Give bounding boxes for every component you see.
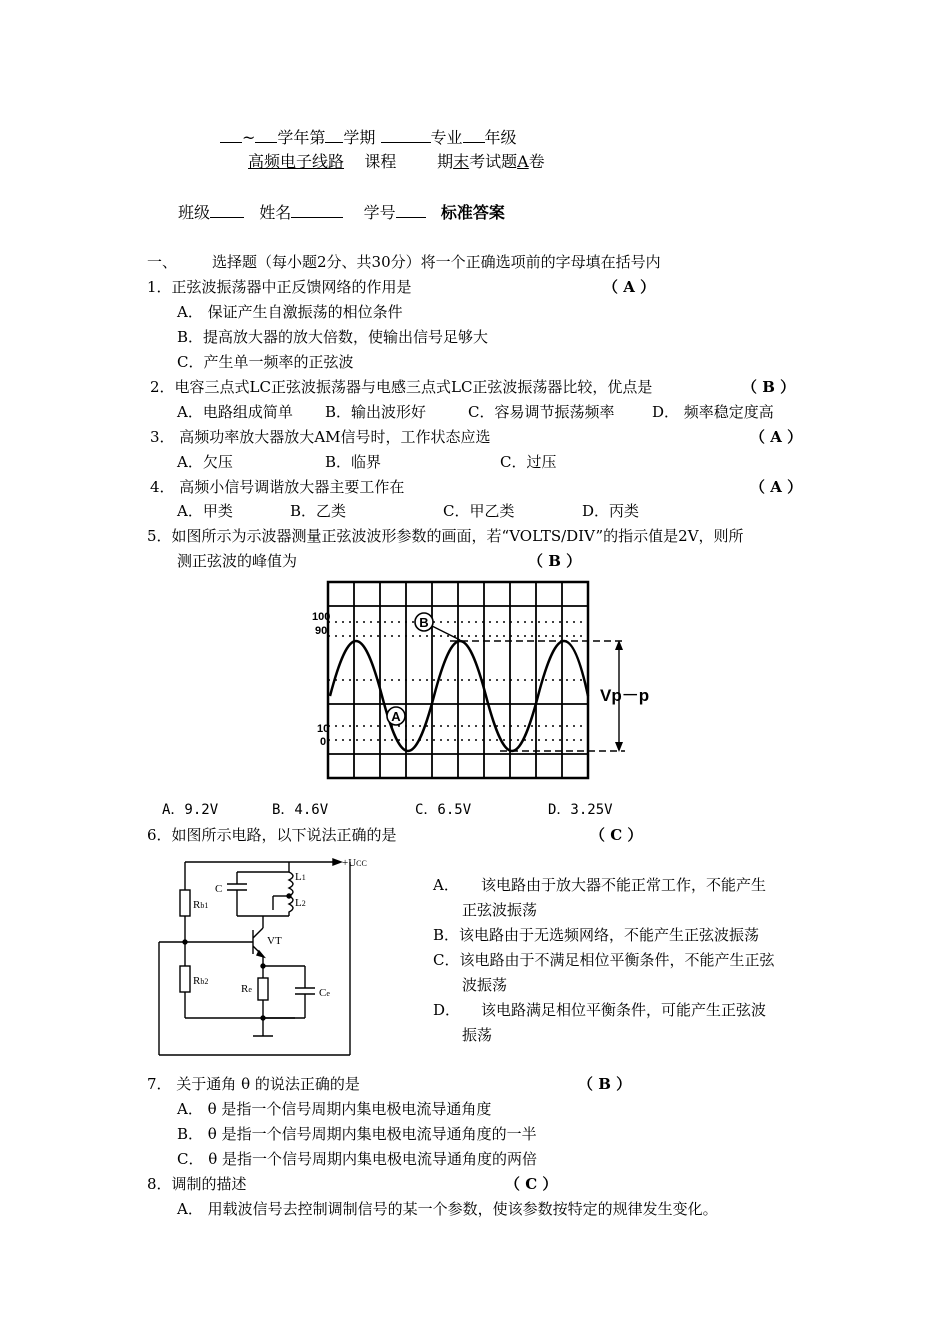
q1-option-b: B．提高放大器的放大倍数，使输出信号足够大 bbox=[177, 328, 489, 346]
q2-option-c: C．容易调节振荡频率 bbox=[468, 403, 615, 421]
scope-grid bbox=[328, 582, 588, 778]
student-info-line: 班级 姓名 学号 标准答案 bbox=[178, 203, 505, 222]
q1-answer: （ A ） bbox=[603, 278, 656, 296]
q5-stem-cont: 测正弦波的峰值为 bbox=[177, 552, 298, 570]
y-label-90: 90 bbox=[315, 625, 328, 637]
q6-option-c: C．该电路由于不满足相位平衡条件，不能产生正弦 bbox=[433, 951, 775, 969]
q7-option-c: C． θ 是指一个信号周期内集电极电流导通角度的两倍 bbox=[177, 1150, 538, 1168]
q6-option-a-cont: 正弦波振荡 bbox=[462, 901, 538, 919]
standard-answer-label: 标准答案 bbox=[440, 203, 505, 222]
ce-label: Ce bbox=[319, 987, 330, 999]
q4-stem: 4． 高频小信号调谐放大器主要工作在 bbox=[150, 478, 405, 496]
year-start-blank[interactable] bbox=[220, 127, 242, 143]
re-label: Re bbox=[241, 983, 252, 995]
q8-stem: 8．调制的描述 bbox=[147, 1175, 247, 1193]
q6-option-b: B．该电路由于无选频网络，不能产生正弦波振荡 bbox=[433, 926, 760, 944]
sine-wave bbox=[330, 641, 588, 751]
c-label: C bbox=[215, 883, 223, 895]
vpp-label: Vp－p bbox=[600, 686, 650, 705]
q6-option-d-cont: 振荡 bbox=[462, 1026, 493, 1044]
q8-answer: （ C ） bbox=[505, 1175, 558, 1193]
q2-option-a: A．电路组成简单 bbox=[177, 403, 293, 421]
course-name: 高频电子线路 bbox=[248, 152, 345, 171]
oscilloscope-figure bbox=[300, 578, 660, 784]
q5-stem: 5．如图所示为示波器测量正弦波波形参数的画面，若“VOLTS/DIV”的指示值是2V，则所 bbox=[147, 527, 744, 545]
q6-option-a-letter: A． bbox=[433, 876, 459, 894]
term-blank[interactable] bbox=[325, 127, 343, 143]
section-number: 一、 bbox=[147, 253, 178, 271]
l1-label: L1 bbox=[295, 871, 306, 883]
rb1-label: Rb1 bbox=[193, 899, 209, 911]
q7-option-b: B． θ 是指一个信号周期内集电极电流导通角度的一半 bbox=[177, 1125, 537, 1143]
q4-answer: （ A ） bbox=[750, 478, 803, 496]
q3-answer: （ A ） bbox=[750, 428, 803, 446]
q2-answer: （ B ） bbox=[742, 378, 796, 396]
q6-stem: 6．如图所示电路，以下说法正确的是 bbox=[147, 826, 397, 844]
year-end-blank[interactable] bbox=[255, 127, 277, 143]
q5-option-b: B．4.6V bbox=[272, 802, 329, 818]
q2-stem: 2．电容三点式LC正弦波振荡器与电感三点式LC正弦波振荡器比较，优点是 bbox=[150, 378, 653, 396]
q3-option-c: C．过压 bbox=[500, 453, 557, 471]
q1-option-a: A． 保证产生自激振荡的相位条件 bbox=[177, 303, 403, 321]
section-title: 选择题（每小题2分、共30分）将一个正确选项前的字母填在括号内 bbox=[212, 253, 661, 271]
q3-option-b: B．临界 bbox=[325, 453, 382, 471]
id-blank[interactable] bbox=[396, 202, 426, 218]
q6-option-c-cont: 波振荡 bbox=[462, 976, 508, 994]
name-blank[interactable] bbox=[291, 202, 343, 218]
q2-option-d: D． 频率稳定度高 bbox=[652, 403, 774, 421]
q4-option-b: B．乙类 bbox=[290, 502, 347, 520]
q6-option-d-letter: D． bbox=[433, 1001, 461, 1019]
q4-option-c: C．甲乙类 bbox=[443, 502, 515, 520]
q6-answer: （ C ） bbox=[590, 826, 643, 844]
q4-option-a: A．甲类 bbox=[177, 502, 233, 520]
y-label-0: 0 bbox=[320, 736, 327, 748]
q5-option-c: C．6.5V bbox=[415, 802, 472, 818]
q6-option-d-text: 该电路满足相位平衡条件，可能产生正弦波 bbox=[481, 1001, 767, 1019]
header-line-1: ~ 学年第 学期 专业 年级 bbox=[220, 127, 517, 148]
vt-label: VT bbox=[267, 935, 282, 947]
q7-stem: 7． 关于通角 θ 的说法正确的是 bbox=[147, 1075, 360, 1093]
q1-stem: 1．正弦波振荡器中正反馈网络的作用是 bbox=[147, 278, 412, 296]
q4-option-d: D．丙类 bbox=[582, 502, 640, 520]
q3-stem: 3． 高频功率放大器放大AM信号时，工作状态应选 bbox=[150, 428, 491, 446]
grade-blank[interactable] bbox=[463, 127, 485, 143]
svg-text:B: B bbox=[419, 615, 429, 630]
y-label-10: 10 bbox=[317, 723, 330, 735]
q5-option-d: D．3.25V bbox=[548, 802, 613, 818]
rb2-label: Rb2 bbox=[193, 975, 209, 987]
l2-label: L2 bbox=[295, 897, 306, 909]
q2-option-b: B．输出波形好 bbox=[325, 403, 427, 421]
vcc-label: +UCC bbox=[342, 857, 367, 869]
y-label-100: 100 bbox=[312, 611, 331, 623]
q5-answer: （ B ） bbox=[528, 552, 582, 570]
header-line-2: 高频电子线路 课程 期末考试题A卷 bbox=[248, 152, 545, 171]
q3-option-a: A．欠压 bbox=[177, 453, 233, 471]
svg-text:A: A bbox=[391, 709, 401, 724]
class-blank[interactable] bbox=[210, 202, 244, 218]
major-blank[interactable] bbox=[381, 127, 431, 143]
q5-option-a: A．9.2V bbox=[162, 802, 219, 818]
q7-option-a: A． θ 是指一个信号周期内集电极电流导通角度 bbox=[177, 1100, 492, 1118]
q1-option-c: C．产生单一频率的正弦波 bbox=[177, 353, 354, 371]
oscillator-circuit bbox=[155, 850, 395, 1060]
q7-answer: （ B ） bbox=[578, 1075, 632, 1093]
course-label: 课程 bbox=[364, 152, 397, 171]
q8-option-a: A． 用载波信号去控制调制信号的某一个参数，使该参数按特定的规律发生变化。 bbox=[177, 1200, 718, 1218]
q6-option-a-text: 该电路由于放大器不能正常工作，不能产生 bbox=[481, 876, 767, 894]
